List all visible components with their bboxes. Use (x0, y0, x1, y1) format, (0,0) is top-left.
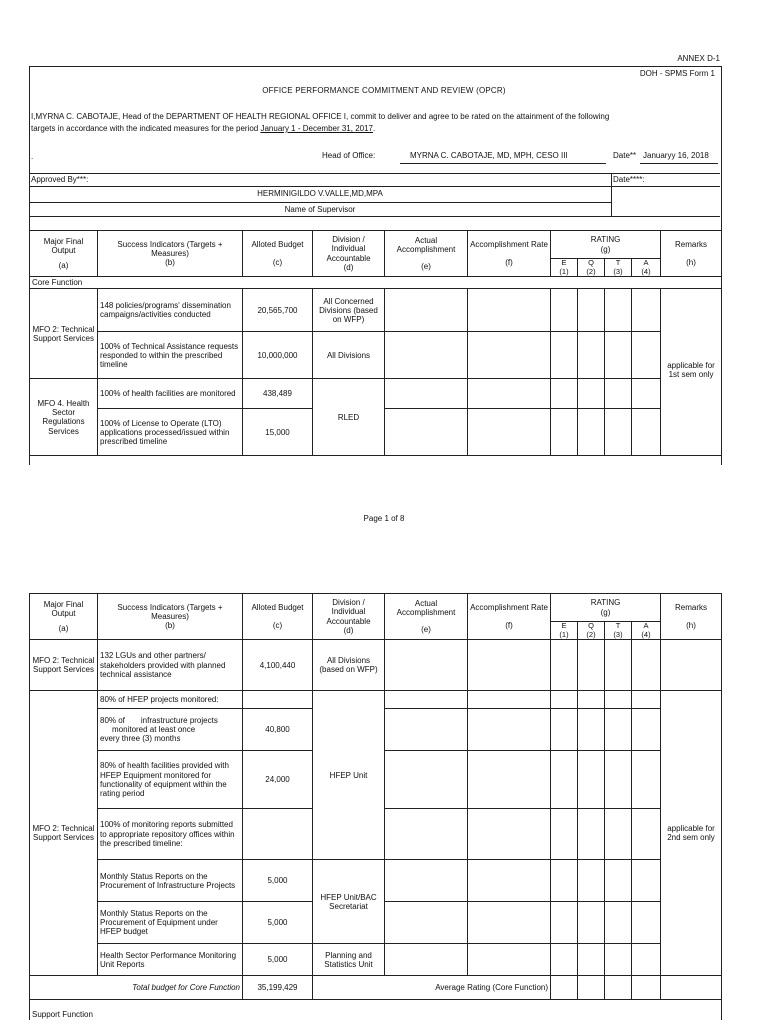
header-division: Division / Individual Accountable (d) (313, 231, 385, 277)
header-budget: Alloted Budget (c) (243, 231, 313, 277)
success-indicator: 80% of health facilities provided with HFEP Equipment monitored for functionality of equipment within the rating period (98, 751, 243, 809)
success-indicator: Health Sector Performance Monitoring Unit Reports (98, 944, 243, 976)
signature-line (400, 163, 606, 164)
header-success-indicators: Success Indicators (Targets + Measures) (b) (98, 594, 243, 640)
rating-t: T (3) (605, 259, 632, 277)
header-mfo: Major Final Output (a) (30, 231, 98, 277)
date2-label: Date****: (613, 175, 645, 184)
rating-e: E (1) (551, 259, 578, 277)
remarks-cell: applicable for 1st sem only (661, 289, 722, 456)
date-value: Januaryy 16, 2018 (643, 151, 709, 160)
header-rating: RATING (g) (551, 231, 661, 259)
commitment-period: January 1 - December 31, 2017 (260, 124, 373, 133)
success-indicator: 148 policies/programs' dissemination campaigns/activities conducted (98, 289, 243, 332)
budget-value: 24,000 (243, 751, 313, 809)
supervisor-label: Name of Supervisor (284, 205, 356, 214)
form-label: DOH - SPMS Form 1 (639, 69, 715, 78)
rating-e: E (1) (551, 622, 578, 640)
mfo2-cell: MFO 2: Technical Support Services (30, 691, 98, 976)
division-cell: All Divisions (313, 332, 385, 379)
form-title: OFFICE PERFORMANCE COMMITMENT AND REVIEW (OPCR) (262, 86, 506, 95)
budget-value: 5,000 (243, 860, 313, 902)
mfo2-cell: MFO 2: Technical Support Services (30, 289, 98, 379)
header-rate: Accomplishment Rate (f) (468, 594, 551, 640)
header-rating: RATING (g) (551, 594, 661, 622)
rating-a: A (4) (632, 622, 661, 640)
header-remarks: Remarks (h) (661, 231, 722, 277)
header-budget: Alloted Budget (c) (243, 594, 313, 640)
rating-q: Q (2) (578, 622, 605, 640)
opcr-table-page2 (29, 593, 722, 1020)
success-indicator: 100% of License to Operate (LTO) applications processed/issued within prescribed timeline (98, 409, 243, 456)
success-indicator: Monthly Status Reports on the Procurement of Infrastructure Projects (98, 860, 243, 902)
success-indicator: Monthly Status Reports on the Procurement of Equipment under HFEP budget (98, 902, 243, 944)
opcr-table-page1 (29, 230, 722, 456)
budget-value: 20,565,700 (243, 289, 313, 332)
header-success-indicators: Success Indicators (Targets + Measures) (b) (98, 231, 243, 277)
budget-value: 5,000 (243, 944, 313, 976)
success-indicator: 100% of Technical Assistance requests responded to within the prescribed timeline (98, 332, 243, 379)
approved-by-label: Approved By***: (31, 175, 89, 184)
header-division: Division / Individual Accountable (d) (313, 594, 385, 640)
success-indicator: 100% of health facilities are monitored (98, 379, 243, 409)
remarks-cell: applicable for 2nd sem only (661, 691, 722, 976)
head-of-office-name: MYRNA C. CABOTAJE, MD, MPH, CESO III (410, 151, 568, 160)
budget-value: 40,800 (243, 709, 313, 751)
mfo4-cell: MFO 4. Health Sector Regulations Services (30, 379, 98, 456)
page-number: Page 1 of 8 (363, 514, 405, 523)
division-cell: All Divisions (based on WFP) (313, 640, 385, 691)
budget-value: 438,489 (243, 379, 313, 409)
total-budget-label: Total budget for Core Function (30, 976, 243, 1000)
division-cell: HFEP Unit/BAC Secretariat (313, 860, 385, 944)
date-line (640, 163, 718, 164)
success-indicator: 132 LGUs and other partners/ stakeholders provided with planned technical assistance (98, 640, 243, 691)
commitment-line-1: I,MYRNA C. CABOTAJE, Head of the DEPARTMENT OF HEALTH REGIONAL OFFICE I, commit to deliver and agree to be rated on the attainment of the following (31, 112, 610, 121)
core-function-label: Core Function (30, 277, 722, 289)
mfo2-cell: MFO 2: Technical Support Services (30, 640, 98, 691)
average-rating-label: Average Rating (Core Function) (313, 976, 551, 1000)
rating-a: A (4) (632, 259, 661, 277)
head-of-office-label: Head of Office: (322, 151, 376, 160)
budget-value: 10,000,000 (243, 332, 313, 379)
header-actual: Actual Accomplishment (e) (385, 594, 468, 640)
header-rate: Accomplishment Rate (f) (468, 231, 551, 277)
success-indicator: 80% of HFEP projects monitored: (98, 691, 243, 709)
division-cell: All Concerned Divisions (based on WFP) (313, 289, 385, 332)
header-mfo: Major Final Output (a) (30, 594, 98, 640)
budget-value: 4,100,440 (243, 640, 313, 691)
rating-q: Q (2) (578, 259, 605, 277)
header-remarks: Remarks (h) (661, 594, 722, 640)
budget-value: 5,000 (243, 902, 313, 944)
total-budget-value: 35,199,429 (243, 976, 313, 1000)
commitment-line-2: targets in accordance with the indicated measures for the period January 1 - December 31, 2017. (31, 124, 376, 133)
division-cell: RLED (313, 379, 385, 456)
budget-value: 15,000 (243, 409, 313, 456)
success-indicator: 100% of monitoring reports submitted to appropriate repository offices within the prescribed timeline: (98, 809, 243, 860)
supervisor-name: HERMINIGILDO V.VALLE,MD,MPA (257, 189, 383, 198)
success-indicator: 80% of infrastructure projects monitored at least once every three (3) months (98, 709, 243, 751)
support-function-label: Support Function (30, 1000, 722, 1020)
date-label: Date** (613, 151, 637, 160)
rating-t: T (3) (605, 622, 632, 640)
division-cell: Planning and Statistics Unit (313, 944, 385, 976)
dot-mark: . (31, 152, 34, 161)
annex-label: ANNEX D-1 (677, 54, 720, 63)
header-actual: Actual Accomplishment (e) (385, 231, 468, 277)
division-cell: HFEP Unit (313, 691, 385, 860)
